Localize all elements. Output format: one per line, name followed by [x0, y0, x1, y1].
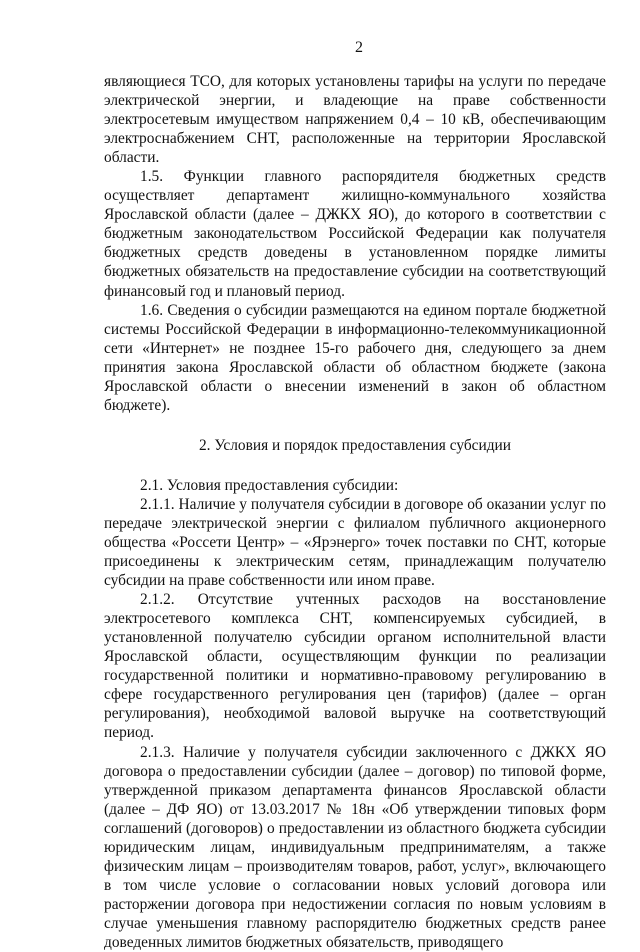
paragraph-2-1: 2.1. Условия предоставления субсидии: [104, 476, 606, 495]
paragraph-2-1-3: 2.1.3. Наличие у получателя субсидии заключенного с ДЖКХ ЯО договора о предоставлении субсидии (далее – договор) по типовой форме, утвержденной приказом департамента финансов Ярославской области (далее – ДФ ЯО) от 13.03.2017 № 18н «Об утверждении типовых форм соглашений (договоров) о предоставлении из областного бюджета субсидии юридическим лицам, индивидуальным предпринимателям, а также физическим лицам – производителям товаров, работ, услуг», включающего в том числе условие о согласовании новых условий договора или расторжении договора при недостижении согласия по новым условиям в случае уменьшения главному распорядителю бюджетных средств ранее доведенных лимитов бюджетных обязательств, приводящего [104, 743, 606, 952]
paragraph-1-5: 1.5. Функции главного распорядителя бюджетных средств осуществляет департамент жилищно-коммунального хозяйства Ярославской области (далее – ДЖКХ ЯО), до которого в соответствии с бюджетным законодательством Российской Федерации как получателя бюджетных средств доведены в установленном порядке лимиты бюджетных обязательств на предоставление субсидии на соответствующий финансовый год и плановый период. [104, 167, 606, 300]
page-number: 2 [104, 38, 606, 58]
paragraph-2-1-1: 2.1.1. Наличие у получателя субсидии в договоре об оказании услуг по передаче электрической энергии с филиалом публичного акционерного общества «Россети Центр» – «Ярэнерго» точек поставки по СНТ, которые присоединены к электрическим сетям, принадлежащим получателю субсидии на праве собственности или ином праве. [104, 495, 606, 590]
document-body [104, 72, 606, 952]
paragraph-1-6: 1.6. Сведения о субсидии размещаются на едином портале бюджетной системы Российской Федерации в информационно-телекоммуникационной сети «Интернет» не позднее 15-го рабочего дня, следующего за днем принятия закона Ярославской области об областном бюджете (закона Ярославской области о внесении изменений в закон об областном бюджете). [104, 301, 606, 415]
paragraph-continuation: являющиеся ТСО, для которых установлены тарифы на услуги по передаче электрической энергии, и владеющие на праве собственности электросетевым имуществом напряжением 0,4 – 10 кВ, обеспечивающим электроснабжением СНТ, расположенные на территории Ярославской области. [104, 72, 606, 167]
section-heading: 2. Условия и порядок предоставления субсидии [104, 436, 606, 455]
paragraph-2-1-2: 2.1.2. Отсутствие учтенных расходов на восстановление электросетевого комплекса СНТ, компенсируемых субсидией, в установленной получателю субсидии органом исполнительной власти Ярославской области, осуществляющим функции по реализации государственной политики и нормативно-правовому регулированию в сфере государственного регулирования цен (тарифов) (далее – орган регулирования), необходимой валовой выручке на соответствующий период. [104, 590, 606, 742]
